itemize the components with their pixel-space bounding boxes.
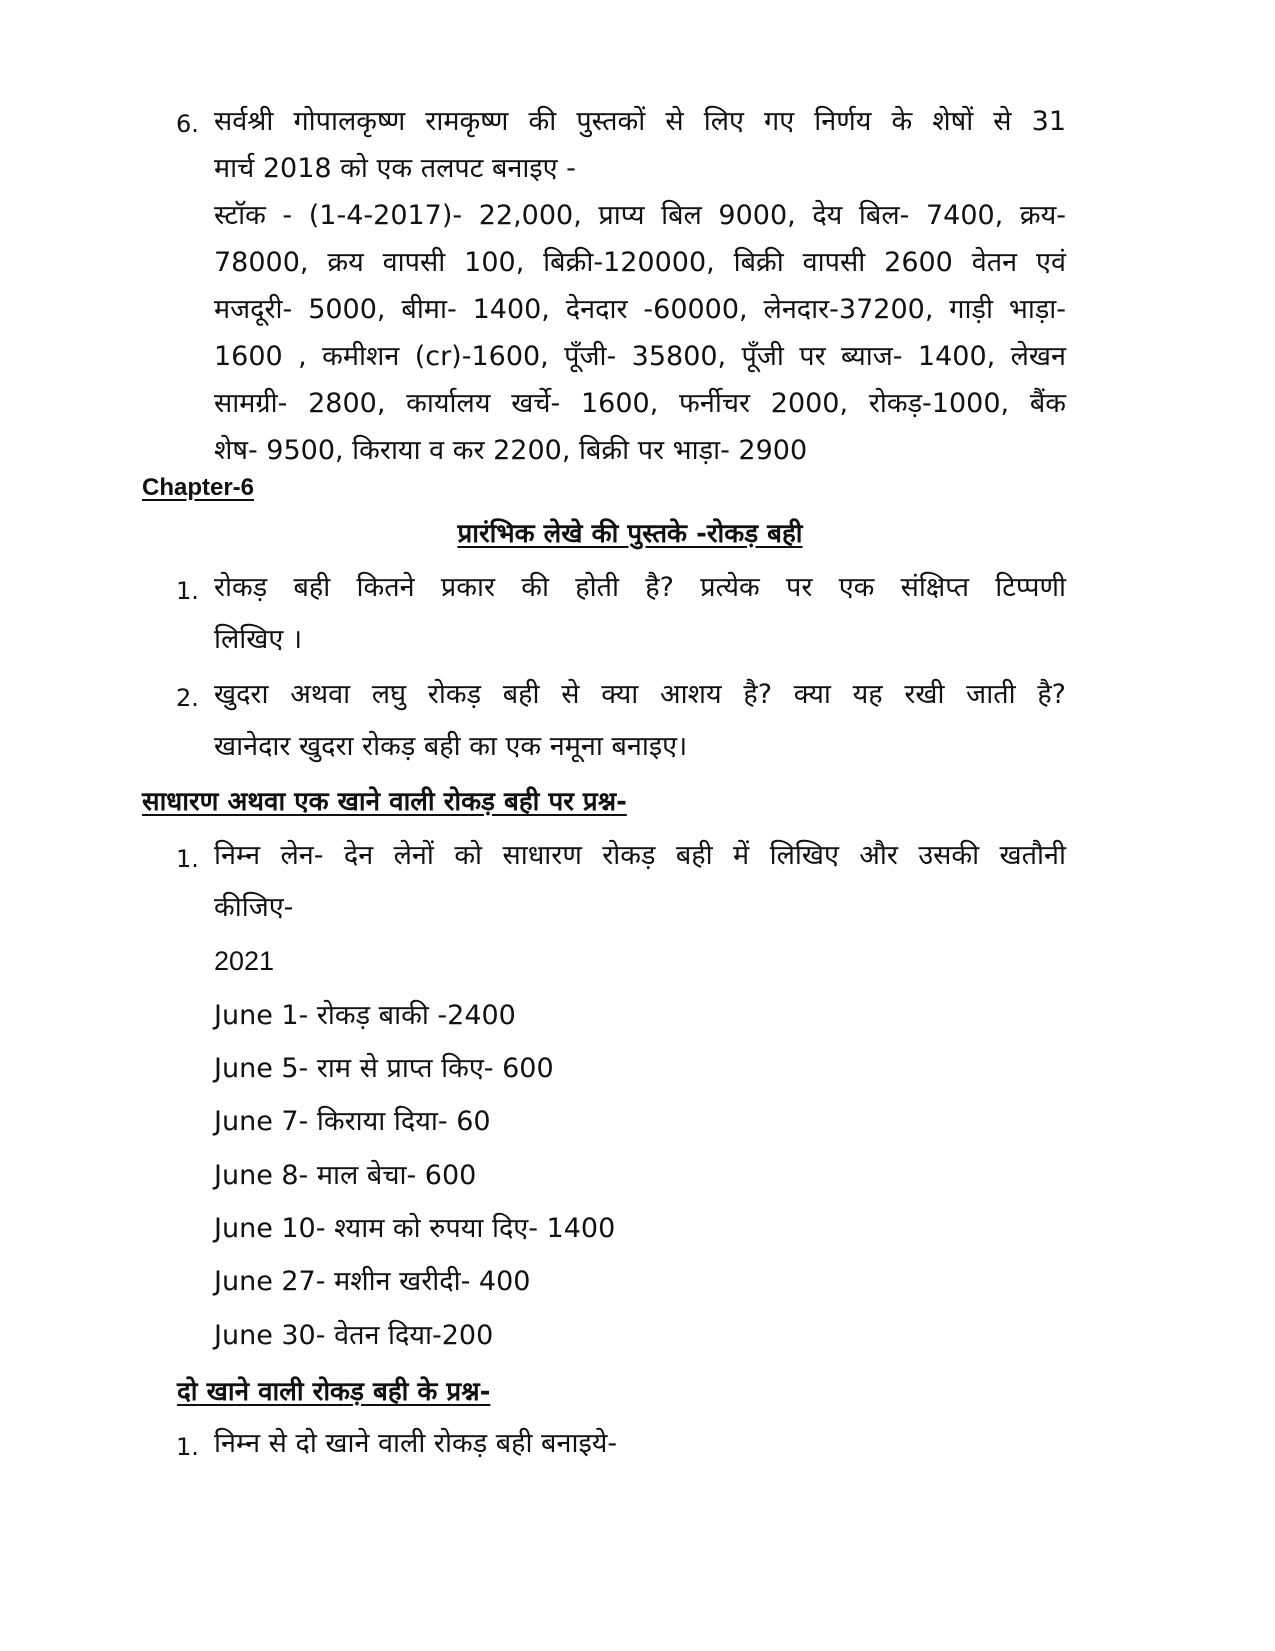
question-number: 6.: [176, 110, 199, 138]
question-number: 1.: [176, 845, 199, 873]
question-text-line: कीजिए-: [214, 892, 294, 923]
question-text-line: मार्च 2018 को एक तलपट बनाइए -: [214, 153, 576, 184]
question-text-line: निम्न लेन- देन लेनों को साधारण रोकड़ बही में लिखिए और उसकी खतौनी: [214, 840, 1066, 871]
transaction-entry: June 10- श्याम को रुपया दिए- 1400: [214, 1213, 616, 1244]
question-text-line: शेष- 9500, किराया व कर 2200, बिक्री पर भाड़ा- 2900: [214, 435, 808, 466]
question-text-line: स्टॉक - (1-4-2017)- 22,000, प्राप्य बिल 9000, देय बिल- 7400, क्रय-: [214, 200, 1066, 231]
question-text-line: 1600 , कमीशन (cr)-1600, पूँजी- 35800, पूँजी पर ब्याज- 1400, लेखन: [214, 341, 1066, 372]
question-text-line: लिखिए ।: [214, 624, 303, 655]
question-text-line: सामग्री- 2800, कार्यालय खर्चे- 1600, फर्नीचर 2000, रोकड़-1000, बैंक: [214, 388, 1066, 419]
question-number: 1.: [176, 1433, 199, 1461]
section-heading: साधारण अथवा एक खाने वाली रोकड़ बही पर प्रश्न-: [142, 787, 627, 817]
year-label: 2021: [214, 946, 275, 976]
question-text-line: खुदरा अथवा लघु रोकड़ बही से क्या आशय है? क्या यह रखी जाती है?: [214, 679, 1066, 710]
question-text-line: रोकड़ बही कितने प्रकार की होती है? प्रत्येक पर एक संक्षिप्त टिप्पणी: [214, 572, 1066, 603]
transaction-entry: June 30- वेतन दिया-200: [214, 1320, 494, 1351]
question-text-line: मजदूरी- 5000, बीमा- 1400, देनदार -60000, लेनदार-37200, गाड़ी भाड़ा-: [214, 294, 1066, 325]
section-heading: दो खाने वाली रोकड़ बही के प्रश्न-: [177, 1377, 491, 1407]
question-number: 2.: [176, 684, 199, 712]
question-text-line: खानेदार खुदरा रोकड़ बही का एक नमूना बनाइए।: [214, 731, 688, 762]
transaction-entry: June 8- माल बेचा- 600: [214, 1160, 477, 1191]
chapter-title: प्रारंभिक लेखे की पुस्तके -रोकड़ बही: [457, 519, 803, 549]
question-text-line: 78000, क्रय वापसी 100, बिक्री-120000, बिक्री वापसी 2600 वेतन एवं: [214, 247, 1066, 278]
question-text-line: निम्न से दो खाने वाली रोकड़ बही बनाइये-: [214, 1428, 618, 1459]
question-text-line: सर्वश्री गोपालकृष्ण रामकृष्ण की पुस्तकों से लिए गए निर्णय के शेषों से 31: [214, 106, 1066, 137]
question-number: 1.: [176, 577, 199, 605]
chapter-label: Chapter-6: [142, 474, 255, 501]
transaction-entry: June 5- राम से प्राप्त किए- 600: [214, 1053, 554, 1084]
transaction-entry: June 1- रोकड़ बाकी -2400: [214, 1000, 516, 1031]
transaction-entry: June 7- किराया दिया- 60: [214, 1106, 491, 1137]
transaction-entry: June 27- मशीन खरीदी- 400: [214, 1266, 531, 1297]
